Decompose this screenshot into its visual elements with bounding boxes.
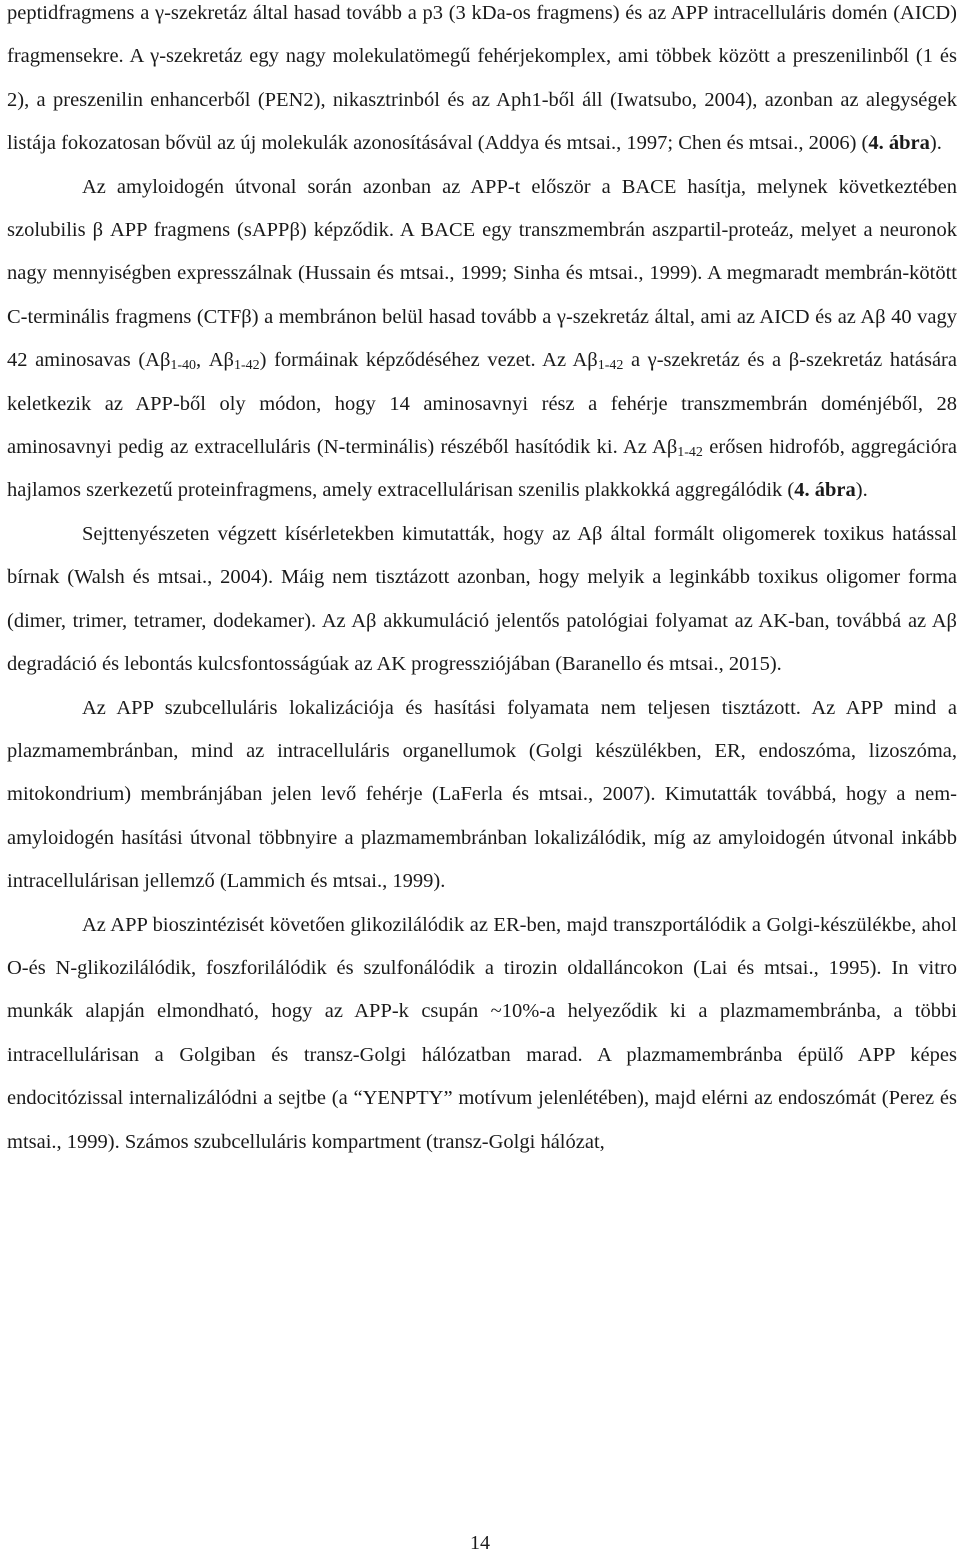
text-segment: a γ-szekretáz és a β-szekretáz hatására keletkezik az APP-ből oly módon, hogy 14 aminosavnyi rész a fehérje transzmembrán doménjéből, 28 aminosavnyi pedig az extracelluláris (N-terminális) részéből hasítódik ki. Az Aβ <box>7 349 957 459</box>
paragraph-3 <box>7 513 957 687</box>
subscript: 1-40 <box>170 358 197 374</box>
subscript: 1-42 <box>597 358 624 374</box>
paragraph-2 <box>7 166 957 513</box>
subscript: 1-42 <box>234 358 260 374</box>
text-segment: ). <box>855 479 868 502</box>
text-segment: Sejttenyészeten végzett kísérletekben kimutatták, hogy az Aβ által formált oligomerek toxikus hatással bírnak (Walsh és mtsai., 2004). Máig nem tisztázott azonban, hogy melyik a leginkább toxikus oligomer forma (dimer, trimer, tetramer, dodekamer). Az Aβ akkumuláció jelentős patológiai folyamat az AK-ban, továbbá az Aβ degradáció és lebontás kulcsfontosságúak az AK progressziójában (Baranello és mtsai., 2015). <box>7 522 957 676</box>
text-segment: ). <box>929 132 942 155</box>
figure-reference: 4. ábra <box>868 132 930 155</box>
text-segment: erősen hidrofób, aggregációra hajlamos szerkezetű proteinfragmens, amely extracellulárisan szenilis plakkokká aggregálódik ( <box>7 436 957 502</box>
paragraph-4 <box>7 687 957 904</box>
text-segment: Az APP bioszintézisét követően glikozilálódik az ER-ben, majd transzportálódik a Golgi-készülékbe, ahol O-és N-glikozilálódik, foszforilálódik és szulfonálódik a tirozin oldalláncokon (Lai és mtsai., 1995). In vitro munkák alapján elmondható, hogy az APP-k csupán ~10%-a helyeződik ki a plazmamembránba, a többi intracellulárisan a Golgiban és transz-Golgi hálózatban marad. A plazmamembránba épülő APP képes endocitózissal internalizálódni a sejtbe (a “YENPTY” motívum jelenlétében), majd elérni az endoszómát (Perez és mtsai., 1999). Számos szubcelluláris kompartment (transz-Golgi hálózat, <box>7 913 957 1153</box>
text-column <box>7 0 957 1164</box>
page-number: 14 <box>470 1532 490 1554</box>
subscript: 1-42 <box>677 445 703 461</box>
figure-reference: 4. ábra <box>794 479 856 502</box>
document-body <box>7 0 957 1164</box>
paragraph-1 <box>7 0 957 166</box>
text-segment: peptidfragmens a γ-szekretáz által hasad tovább a p3 (3 kDa-os fragmens) és az APP intracelluláris domén (AICD) fragmensekre. A γ-szekretáz egy nagy molekulatömegű fehérjekomplex, ami többek között a preszenilinből (1 és 2), a preszenilin enhancerből (PEN2), nikasztrinból és az Aph1-ből áll (Iwatsubo, 2004), azonban az alegységek listája fokozatosan bővül az új molekulák azonosításával (Addya és mtsai., 1997; Chen és mtsai., 2006) ( <box>7 2 957 155</box>
text-segment: Az APP szubcelluláris lokalizációja és hasítási folyamata nem teljesen tisztázott. Az APP mind a plazmamembránban, mind az intracelluláris organellumok (Golgi készülékben, ER, endoszóma, lizoszóma, mitokondrium) membránjában jelen levő fehérje (LaFerla és mtsai., 2007). Kimutatták továbbá, hogy a nem-amyloidogén hasítási útvonal többnyire a plazmamembránban lokalizálódik, míg az amyloidogén útvonal inkább intracellulárisan jellemző (Lammich és mtsai., 1999). <box>7 696 957 893</box>
text-segment: Az amyloidogén útvonal során azonban az APP-t először a BACE hasítja, melynek következtében szolubilis β APP fragmens (sAPPβ) képződik. A BACE egy transzmembrán aszpartil-proteáz, melyet a neuronok nagy mennyiségben expresszálnak (Hussain és mtsai., 1999; Sinha és mtsai., 1999). A megmaradt membrán-kötött C-terminális fragmens (CTFβ) a membránon belül hasad tovább a γ-szekretáz által, ami az AICD és az Aβ 40 vagy 42 aminosavas (Aβ <box>7 175 957 372</box>
paragraph-5 <box>7 904 957 1164</box>
text-segment: , Aβ <box>196 349 234 372</box>
text-segment: ) formáinak képződéséhez vezet. Az Aβ <box>259 349 598 372</box>
